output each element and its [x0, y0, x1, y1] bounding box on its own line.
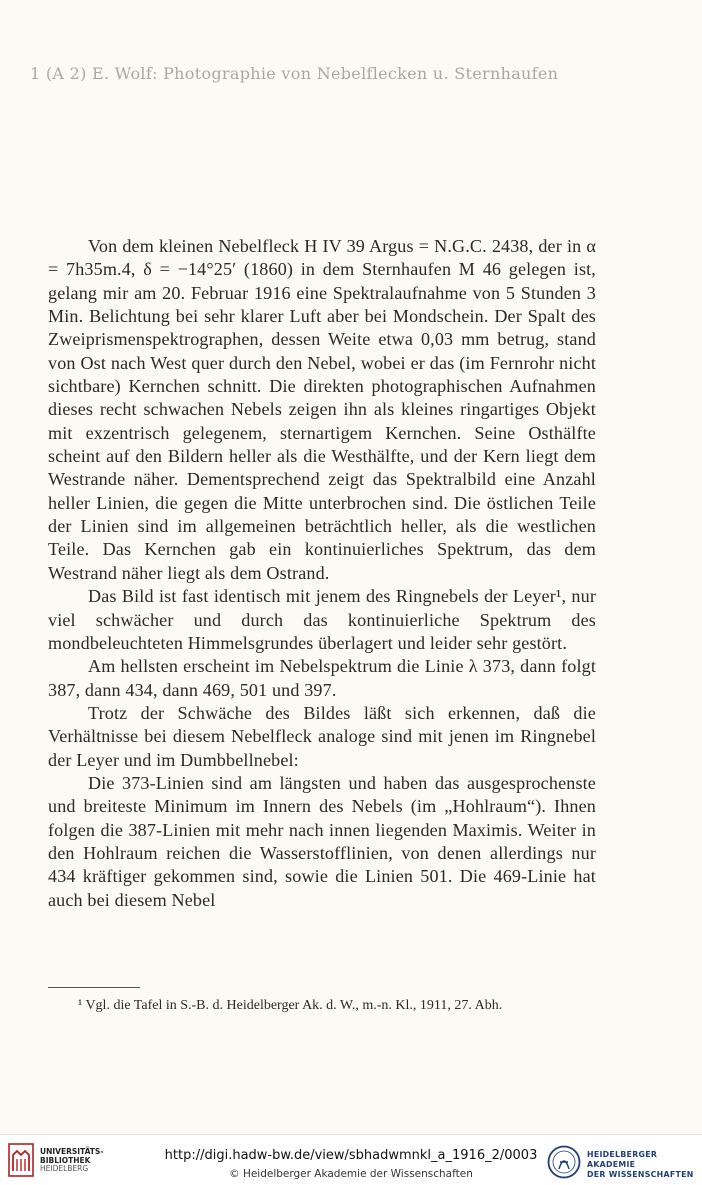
academy-name: HEIDELBERGER AKADEMIE DER WISSENSCHAFTEN: [587, 1150, 694, 1179]
permalink-url[interactable]: http://digi.hadw-bw.de/view/sbhadwmnkl_a_1916_2/0003: [164, 1148, 538, 1163]
viewer-footer: [0, 1134, 702, 1185]
running-header: 1 (A 2) E. Wolf: Photographie von Nebelflecken u. Sternhaufen: [30, 64, 559, 83]
copyright-notice: © Heidelberger Akademie der Wissenschaften: [229, 1168, 473, 1180]
footnote: ¹ Vgl. die Tafel in S.-B. d. Heidelberger Ak. d. W., m.-n. Kl., 1911, 27. Abh.: [78, 998, 503, 1013]
paragraph-3: Am hellsten erscheint im Nebelspektrum die Linie λ 373, dann folgt 387, dann 434, dann 469, 501 und 397.: [48, 656, 596, 700]
paragraph-5: Die 373-Linien sind am längsten und haben das ausgesprochenste und breiteste Minimum im Innern des Nebels (im „Hohlraum“). Ihnen folgen die 387-Linien mit mehr nach innen liegenden Maximis. Weiter in den Hohlraum reichen die Wasserstofflinien, von denen allerdings nur 434 kräftiger gekommen sind, sowie die Linien 501. Die 469-Linie hat auch bei diesem Nebel: [48, 772, 596, 910]
body-text: [48, 235, 596, 912]
paragraph-4: Trotz der Schwäche des Bildes läßt sich erkennen, daß die Verhältnisse bei diesem Nebelfleck analoge sind mit jenen im Ringnebel der Leyer und im Dumbbellnebel:: [48, 702, 596, 770]
university-library-name: UNIVERSITÄTS- BIBLIOTHEK HEIDELBERG: [40, 1147, 104, 1173]
academy-seal-icon: [545, 1145, 583, 1179]
footnote-divider: [48, 987, 140, 988]
paragraph-2: Das Bild ist fast identisch mit jenem des Ringnebels der Leyer¹, nur viel schwächer und durch das kontinuierliche Spektrum des mondbeleuchteten Himmelsgrundes überlagert und leider sehr gestört.: [48, 586, 596, 653]
paragraph-1: Von dem kleinen Nebelfleck H IV 39 Argus = N.G.C. 2438, der in α = 7h35m.4, δ = −14°25′ (1860) in dem Sternhaufen M 46 gelegen ist, gelang mir am 20. Februar 1916 eine Spektralaufnahme von 5 Stunden 3 Min. Belichtung bei sehr klarer Luft aber bei Mondschein. Der Spalt des Zweiprismenspektrographen, dessen Weite etwa 0,03 mm betrug, stand von Ost nach West quer durch den Nebel, wobei er das (im Fernrohr nicht sichtbare) Kernchen schnitt. Die direkten photographischen Aufnahmen dieses recht schwachen Nebels zeigen ihn als kleines ringartiges Objekt mit exzentrisch gelegenem, sternartigem Kernchen. Seine Osthälfte scheint auf den Bildern heller als die Westhälfte, und der Kern liegt dem Westrande näher. Dementsprechend zeigt das Spektralbild eine Anzahl heller Linien, die gegen die Mitte unterbrochen sind. Die östlichen Teile der Linien sind im allgemeinen beträchtlich heller, als die westlichen Teile. Das Kernchen gab ein kontinuierliches Spektrum, das dem Westrand näher liegt als dem Ostrand.: [48, 236, 596, 583]
